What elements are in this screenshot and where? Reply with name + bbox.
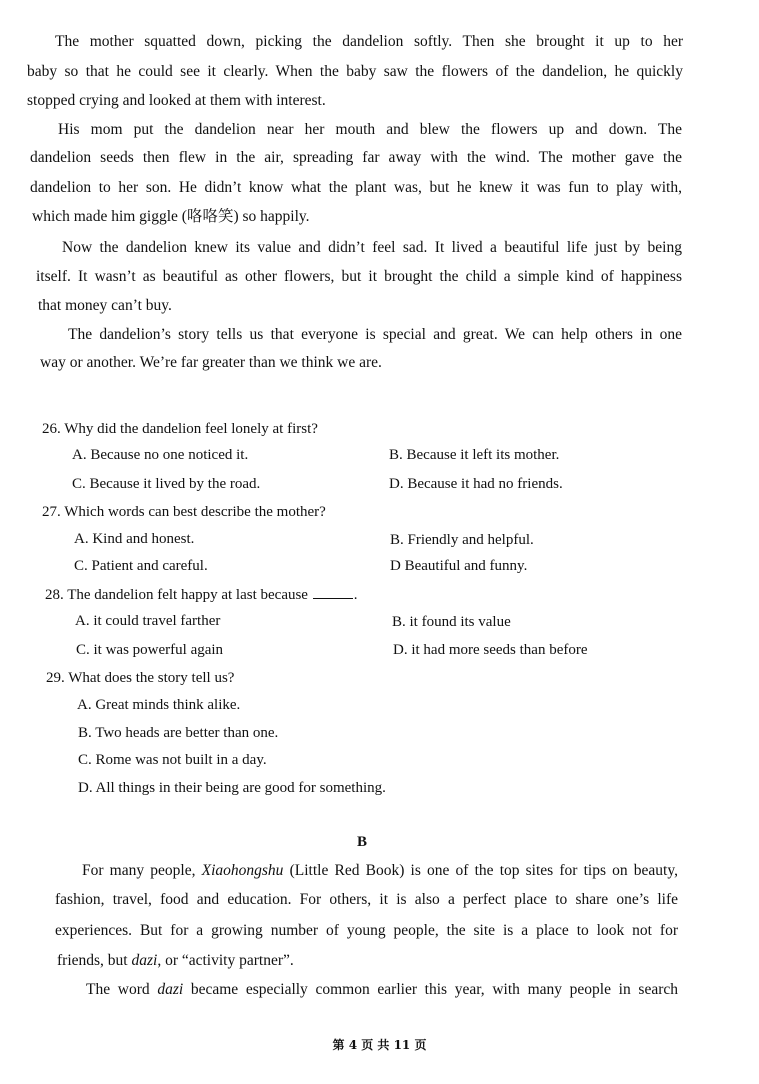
question-26-option-c[interactable]: C. Because it lived by the road.	[72, 476, 261, 492]
question-28-option-d[interactable]: D. it had more seeds than before	[393, 642, 588, 658]
question-27-option-b[interactable]: B. Friendly and helpful.	[390, 532, 534, 548]
question-27-option-d[interactable]: D Beautiful and funny.	[390, 558, 528, 574]
passage-b-xiaohongshu: Xiaohongshu	[201, 862, 284, 879]
question-28-option-c[interactable]: C. it was powerful again	[76, 642, 224, 658]
passage-b-line4-start: friends, but	[57, 952, 132, 969]
passage-a-p4-line1: The dandelion’s story tells us that everyone is special and great. We can help others in one	[68, 326, 682, 343]
passage-a-p2-line1: His mom put the dandelion near her mouth and blew the flowers up and down. The	[58, 121, 682, 138]
passage-b-dazi: dazi	[131, 952, 158, 969]
passage-a-p3-line3: that money can’t buy.	[38, 297, 172, 314]
passage-b-line4-end: , or “activity partner”.	[157, 952, 294, 969]
question-28-stem-end: .	[353, 587, 358, 603]
passage-b-line1	[82, 861, 678, 881]
passage-a-p1-line2: baby so that he could see it clearly. When the baby saw the flowers of the dandelion, he quickly	[27, 63, 683, 80]
question-26-option-b[interactable]: B. Because it left its mother.	[389, 447, 560, 463]
passage-a-p4-line2: way or another. We’re far greater than we think we are.	[40, 354, 382, 371]
passage-a-p2-line2: dandelion seeds then flew in the air, spreading far away with the wind. The mother gave the	[30, 149, 682, 166]
question-29-option-c[interactable]: C. Rome was not built in a day.	[78, 752, 267, 768]
passage-b-dazi-2: dazi	[157, 981, 184, 998]
question-28-stem	[45, 584, 357, 605]
page-number-footer: 第 4 页 共 11 页	[332, 1038, 427, 1052]
passage-b-line1-start: For many people,	[82, 862, 202, 879]
passage-a-p3-line1: Now the dandelion knew its value and didn’t feel sad. It lived a beautiful life just by being	[62, 239, 682, 256]
passage-a-p2-line4: which made him giggle (咯咯笑) so happily.	[32, 208, 310, 225]
answer-blank[interactable]	[313, 584, 353, 599]
passage-a-p2-line3: dandelion to her son. He didn’t know what the plant was, but he knew it was fun to play with,	[30, 179, 682, 196]
passage-b-line5	[86, 980, 678, 1000]
passage-b-line5-start: The word	[86, 981, 158, 998]
question-28-stem-text: 28. The dandelion felt happy at last because	[45, 587, 308, 603]
question-29-option-a[interactable]: A. Great minds think alike.	[77, 697, 241, 713]
question-26-stem: 26. Why did the dandelion feel lonely at first?	[42, 421, 318, 437]
passage-b-line1-end: (Little Red Book) is one of the top sites for tips on beauty,	[283, 862, 678, 879]
question-29-option-b[interactable]: B. Two heads are better than one.	[78, 725, 279, 741]
passage-b-line4	[57, 951, 294, 971]
question-27-option-c[interactable]: C. Patient and careful.	[74, 558, 208, 574]
passage-b-line2: fashion, travel, food and education. For others, it is also a perfect place to share one’s life	[55, 891, 678, 908]
passage-a-p1-line3: stopped crying and looked at them with interest.	[27, 92, 326, 109]
question-26-option-a[interactable]: A. Because no one noticed it.	[72, 447, 249, 463]
question-29-option-d[interactable]: D. All things in their being are good for something.	[78, 780, 386, 796]
passage-b-line3: experiences. But for a growing number of young people, the site is a place to look not for	[55, 922, 678, 939]
passage-a-p1-line1: The mother squatted down, picking the dandelion softly. Then she brought it up to her	[55, 33, 683, 50]
section-b-heading: B	[356, 834, 367, 850]
question-27-option-a[interactable]: A. Kind and honest.	[74, 531, 195, 547]
passage-b-line5-end: became especially common earlier this year, with many people in search	[183, 981, 678, 998]
passage-a-p3-line2: itself. It wasn’t as beautiful as other flowers, but it brought the child a simple kind of happiness	[36, 268, 682, 285]
question-27-stem: 27. Which words can best describe the mother?	[42, 504, 326, 520]
question-28-option-a[interactable]: A. it could travel farther	[75, 613, 221, 629]
question-28-option-b[interactable]: B. it found its value	[392, 614, 511, 630]
question-29-stem: 29. What does the story tell us?	[46, 670, 235, 686]
question-26-option-d[interactable]: D. Because it had no friends.	[389, 476, 563, 492]
